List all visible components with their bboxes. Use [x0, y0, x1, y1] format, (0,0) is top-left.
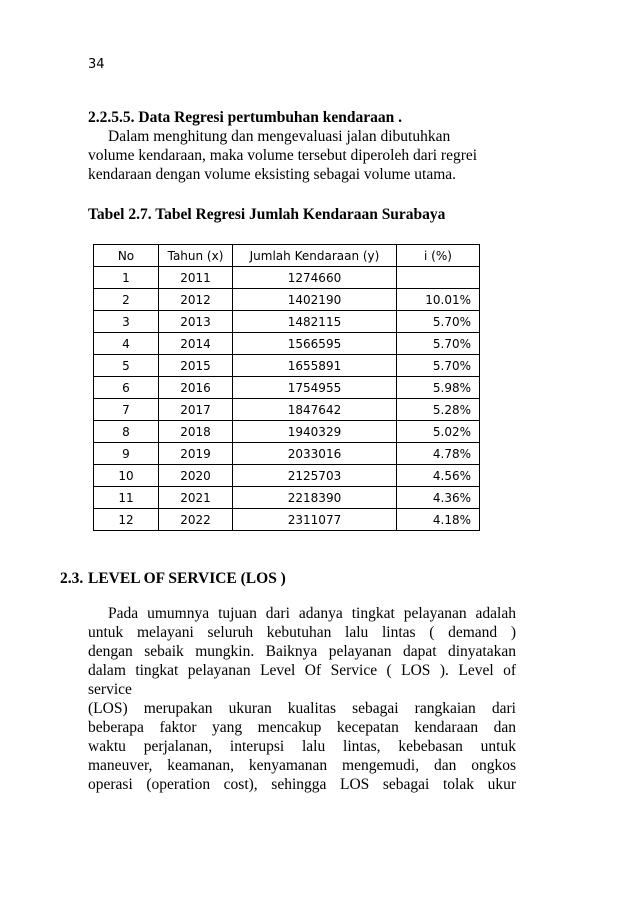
- table-body: [94, 267, 480, 531]
- paragraph-line: operasi (operation cost), sehingga LOS sebagai tolak ukur: [88, 776, 516, 793]
- regression-table: [93, 244, 480, 531]
- cell-growth-rate: 4.78%: [397, 443, 480, 465]
- cell-year: 2011: [159, 267, 233, 289]
- paragraph-line: volume kendaraan, maka volume tersebut diperoleh dari regrei: [88, 147, 478, 164]
- paragraph-line: beberapa faktor yang mencakup kecepatan kendaraan dan: [88, 719, 516, 736]
- cell-growth-rate: 10.01%: [397, 289, 480, 311]
- cell-no: 6: [94, 377, 159, 399]
- section-paragraph: [88, 604, 516, 794]
- section-number: 2.3.: [60, 570, 84, 587]
- cell-vehicle-count: 1274660: [233, 267, 397, 289]
- header-no: No: [94, 245, 159, 267]
- cell-no: 3: [94, 311, 159, 333]
- subsection-paragraph: [88, 127, 518, 184]
- cell-growth-rate: [397, 267, 480, 289]
- paragraph-line: untuk melayani seluruh kebutuhan lalu lintas ( demand ): [88, 624, 516, 641]
- cell-no: 1: [94, 267, 159, 289]
- cell-growth-rate: 5.02%: [397, 421, 480, 443]
- cell-no: 9: [94, 443, 159, 465]
- cell-year: 2022: [159, 509, 233, 531]
- cell-vehicle-count: 2125703: [233, 465, 397, 487]
- cell-year: 2014: [159, 333, 233, 355]
- cell-year: 2016: [159, 377, 233, 399]
- cell-vehicle-count: 1655891: [233, 355, 397, 377]
- cell-year: 2021: [159, 487, 233, 509]
- cell-growth-rate: 4.56%: [397, 465, 480, 487]
- table-row: [94, 509, 480, 531]
- table-row: [94, 289, 480, 311]
- cell-year: 2018: [159, 421, 233, 443]
- cell-vehicle-count: 1754955: [233, 377, 397, 399]
- cell-no: 7: [94, 399, 159, 421]
- cell-year: 2020: [159, 465, 233, 487]
- table-row: [94, 355, 480, 377]
- cell-no: 11: [94, 487, 159, 509]
- table-row: [94, 311, 480, 333]
- cell-vehicle-count: 2033016: [233, 443, 397, 465]
- paragraph-line: waktu perjalanan, interupsi lalu lintas, kebebasan untuk: [88, 738, 516, 755]
- cell-growth-rate: 4.36%: [397, 487, 480, 509]
- cell-vehicle-count: 1402190: [233, 289, 397, 311]
- cell-vehicle-count: 2218390: [233, 487, 397, 509]
- cell-no: 10: [94, 465, 159, 487]
- subsection-title: 2.2.5.5. Data Regresi pertumbuhan kendaraan .: [88, 109, 403, 126]
- paragraph-line: Dalam menghitung dan mengevaluasi jalan dibutuhkan: [108, 128, 451, 145]
- cell-year: 2019: [159, 443, 233, 465]
- cell-no: 2: [94, 289, 159, 311]
- cell-growth-rate: 5.70%: [397, 355, 480, 377]
- table-row: [94, 399, 480, 421]
- cell-growth-rate: 5.28%: [397, 399, 480, 421]
- cell-year: 2012: [159, 289, 233, 311]
- table-row: [94, 377, 480, 399]
- table-caption: Tabel 2.7. Tabel Regresi Jumlah Kendaraan Surabaya: [88, 206, 446, 223]
- table-row: [94, 465, 480, 487]
- cell-no: 4: [94, 333, 159, 355]
- cell-growth-rate: 5.70%: [397, 311, 480, 333]
- header-growth-rate: i (%): [397, 245, 480, 267]
- cell-growth-rate: 5.98%: [397, 377, 480, 399]
- paragraph-line: (LOS) merupakan ukuran kualitas sebagai rangkaian dari: [88, 700, 516, 717]
- cell-growth-rate: 4.18%: [397, 509, 480, 531]
- cell-vehicle-count: 1847642: [233, 399, 397, 421]
- cell-year: 2017: [159, 399, 233, 421]
- paragraph-line: maneuver, keamanan, kenyamanan mengemudi, dan ongkos: [88, 757, 516, 774]
- cell-growth-rate: 5.70%: [397, 333, 480, 355]
- table-header-row: [94, 245, 480, 267]
- page-number: 34: [88, 57, 105, 72]
- header-vehicle-count: Jumlah Kendaraan (y): [233, 245, 397, 267]
- section-heading: [60, 569, 286, 588]
- paragraph-line: Pada umumnya tujuan dari adanya tingkat pelayanan adalah: [108, 605, 516, 622]
- table-row: [94, 267, 480, 289]
- cell-vehicle-count: 1482115: [233, 311, 397, 333]
- cell-no: 5: [94, 355, 159, 377]
- section-title: LEVEL OF SERVICE (LOS ): [88, 570, 286, 587]
- cell-year: 2013: [159, 311, 233, 333]
- cell-vehicle-count: 1940329: [233, 421, 397, 443]
- paragraph-line: dalam tingkat pelayanan Level Of Service ( LOS ). Level of: [88, 662, 516, 679]
- table-row: [94, 487, 480, 509]
- paragraph-line: dengan sebaik mungkin. Baiknya pelayanan dapat dinyatakan: [88, 643, 516, 660]
- header-year: Tahun (x): [159, 245, 233, 267]
- cell-vehicle-count: 1566595: [233, 333, 397, 355]
- cell-year: 2015: [159, 355, 233, 377]
- table-row: [94, 421, 480, 443]
- cell-vehicle-count: 2311077: [233, 509, 397, 531]
- table-row: [94, 443, 480, 465]
- paragraph-line: kendaraan dengan volume eksisting sebagai volume utama.: [88, 166, 457, 183]
- table-row: [94, 333, 480, 355]
- cell-no: 12: [94, 509, 159, 531]
- cell-no: 8: [94, 421, 159, 443]
- paragraph-line: service: [88, 681, 132, 698]
